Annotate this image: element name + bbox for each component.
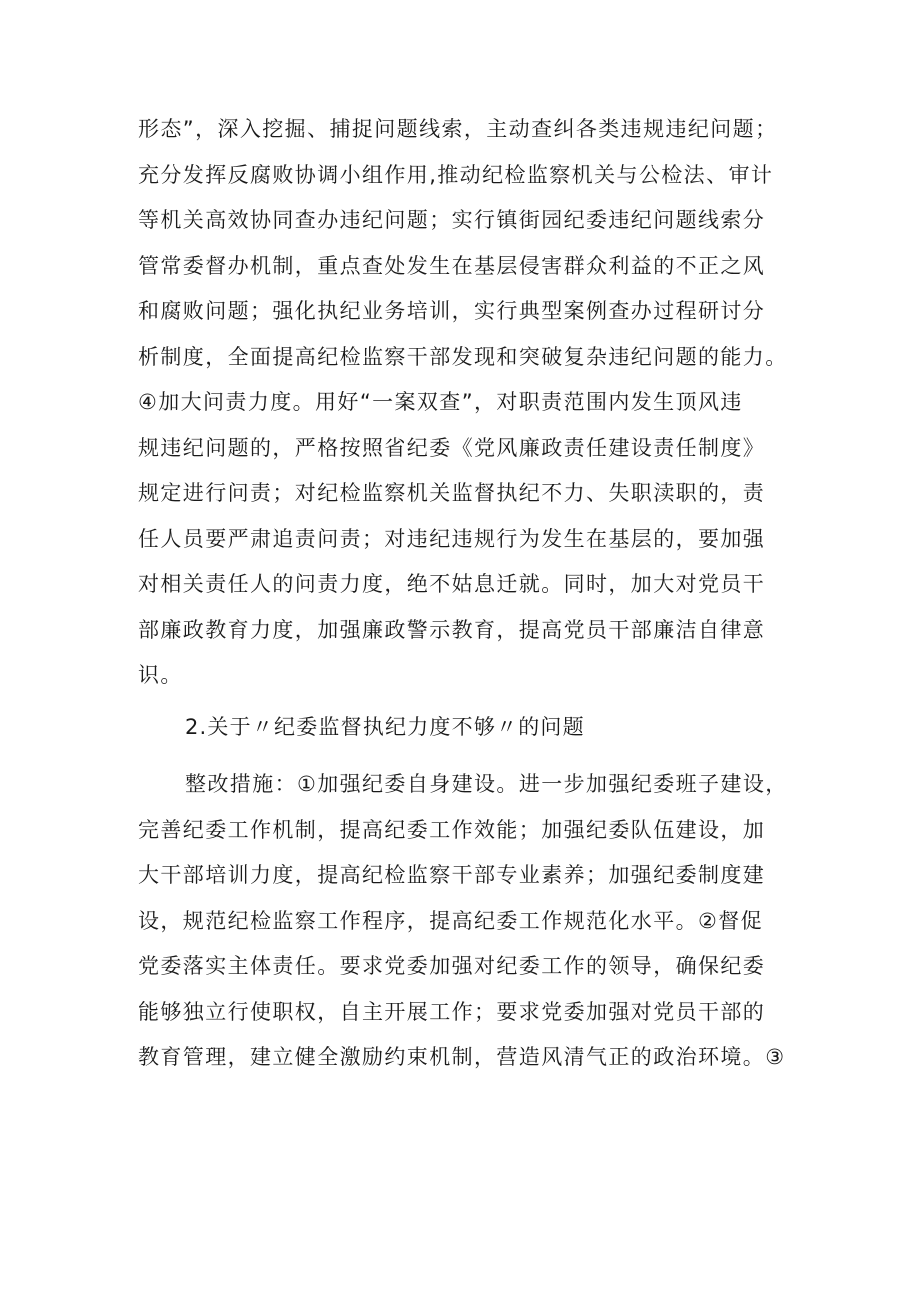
- text-line: 对相关责任人的问责力度，绝不姑息迁就。同时，加大对党员干: [138, 572, 766, 596]
- text-line: 规违纪问题的，严格按照省纪委《党风廉政责任建设责任制度》: [138, 435, 766, 460]
- text-line: 能够独立行使职权，自主开展工作；要求党委加强对党员干部的: [138, 999, 766, 1024]
- text-line: 完善纪委工作机制，提高纪委工作效能；加强纪委队伍建设，加: [138, 817, 766, 842]
- text-line: 充分发挥反腐败协调小组作用,推动纪检监察机关与公检法、审计: [138, 162, 774, 187]
- text-line: 管常委督办机制，重点查处发生在基层侵害群众利益的不正之风: [138, 253, 766, 278]
- paragraph-rectification-measures: [138, 767, 798, 1074]
- text-line: 设，规范纪检监察工作程序，提高纪委工作规范化水平。②督促: [138, 908, 764, 933]
- document-body: [138, 112, 798, 1086]
- text-line: 党委落实主体责任。要求党委加强对纪委工作的领导，确保纪委: [138, 954, 766, 978]
- paragraph-problem-handling: [138, 112, 798, 692]
- text-line: 大干部培训力度，提高纪检监察干部专业素养；加强纪委制度建: [138, 863, 766, 887]
- text-line: 形态”，深入挖掘、捕捉问题线索，主动查纠各类违规违纪问题；: [138, 117, 778, 141]
- text-line: 和腐败问题；强化执纪业务培训，实行典型案例查办过程研讨分: [138, 299, 766, 323]
- text-line: 析制度，全面提高纪检监察干部发现和突破复杂违纪问题的能力。: [138, 344, 788, 369]
- text-line: 识。: [138, 663, 183, 687]
- text-line: 部廉政教育力度，加强廉政警示教育，提高党员干部廉洁自律意: [138, 617, 766, 642]
- text-line: 等机关高效协同查办违纪问题；实行镇街园纪委违纪问题线索分: [138, 208, 766, 232]
- text-line: 任人员要严肃追责问责；对违纪违规行为发生在基层的，要加强: [138, 526, 766, 551]
- section-heading: 2.关于〃纪委监督执纪力度不够〃的问题: [185, 715, 585, 739]
- text-line: 整改措施：①加强纪委自身建设。进一步加强纪委班子建设，: [185, 772, 788, 796]
- text-line: ④加大问责力度。用好“一案双查”，对职责范围内发生顶风违: [138, 390, 743, 414]
- text-line: 规定进行问责；对纪检监察机关监督执纪不力、失职渎职的，责: [138, 481, 766, 505]
- text-line: 教育管理，建立健全激励约束机制，营造风清气正的政治环境。③: [138, 1045, 786, 1069]
